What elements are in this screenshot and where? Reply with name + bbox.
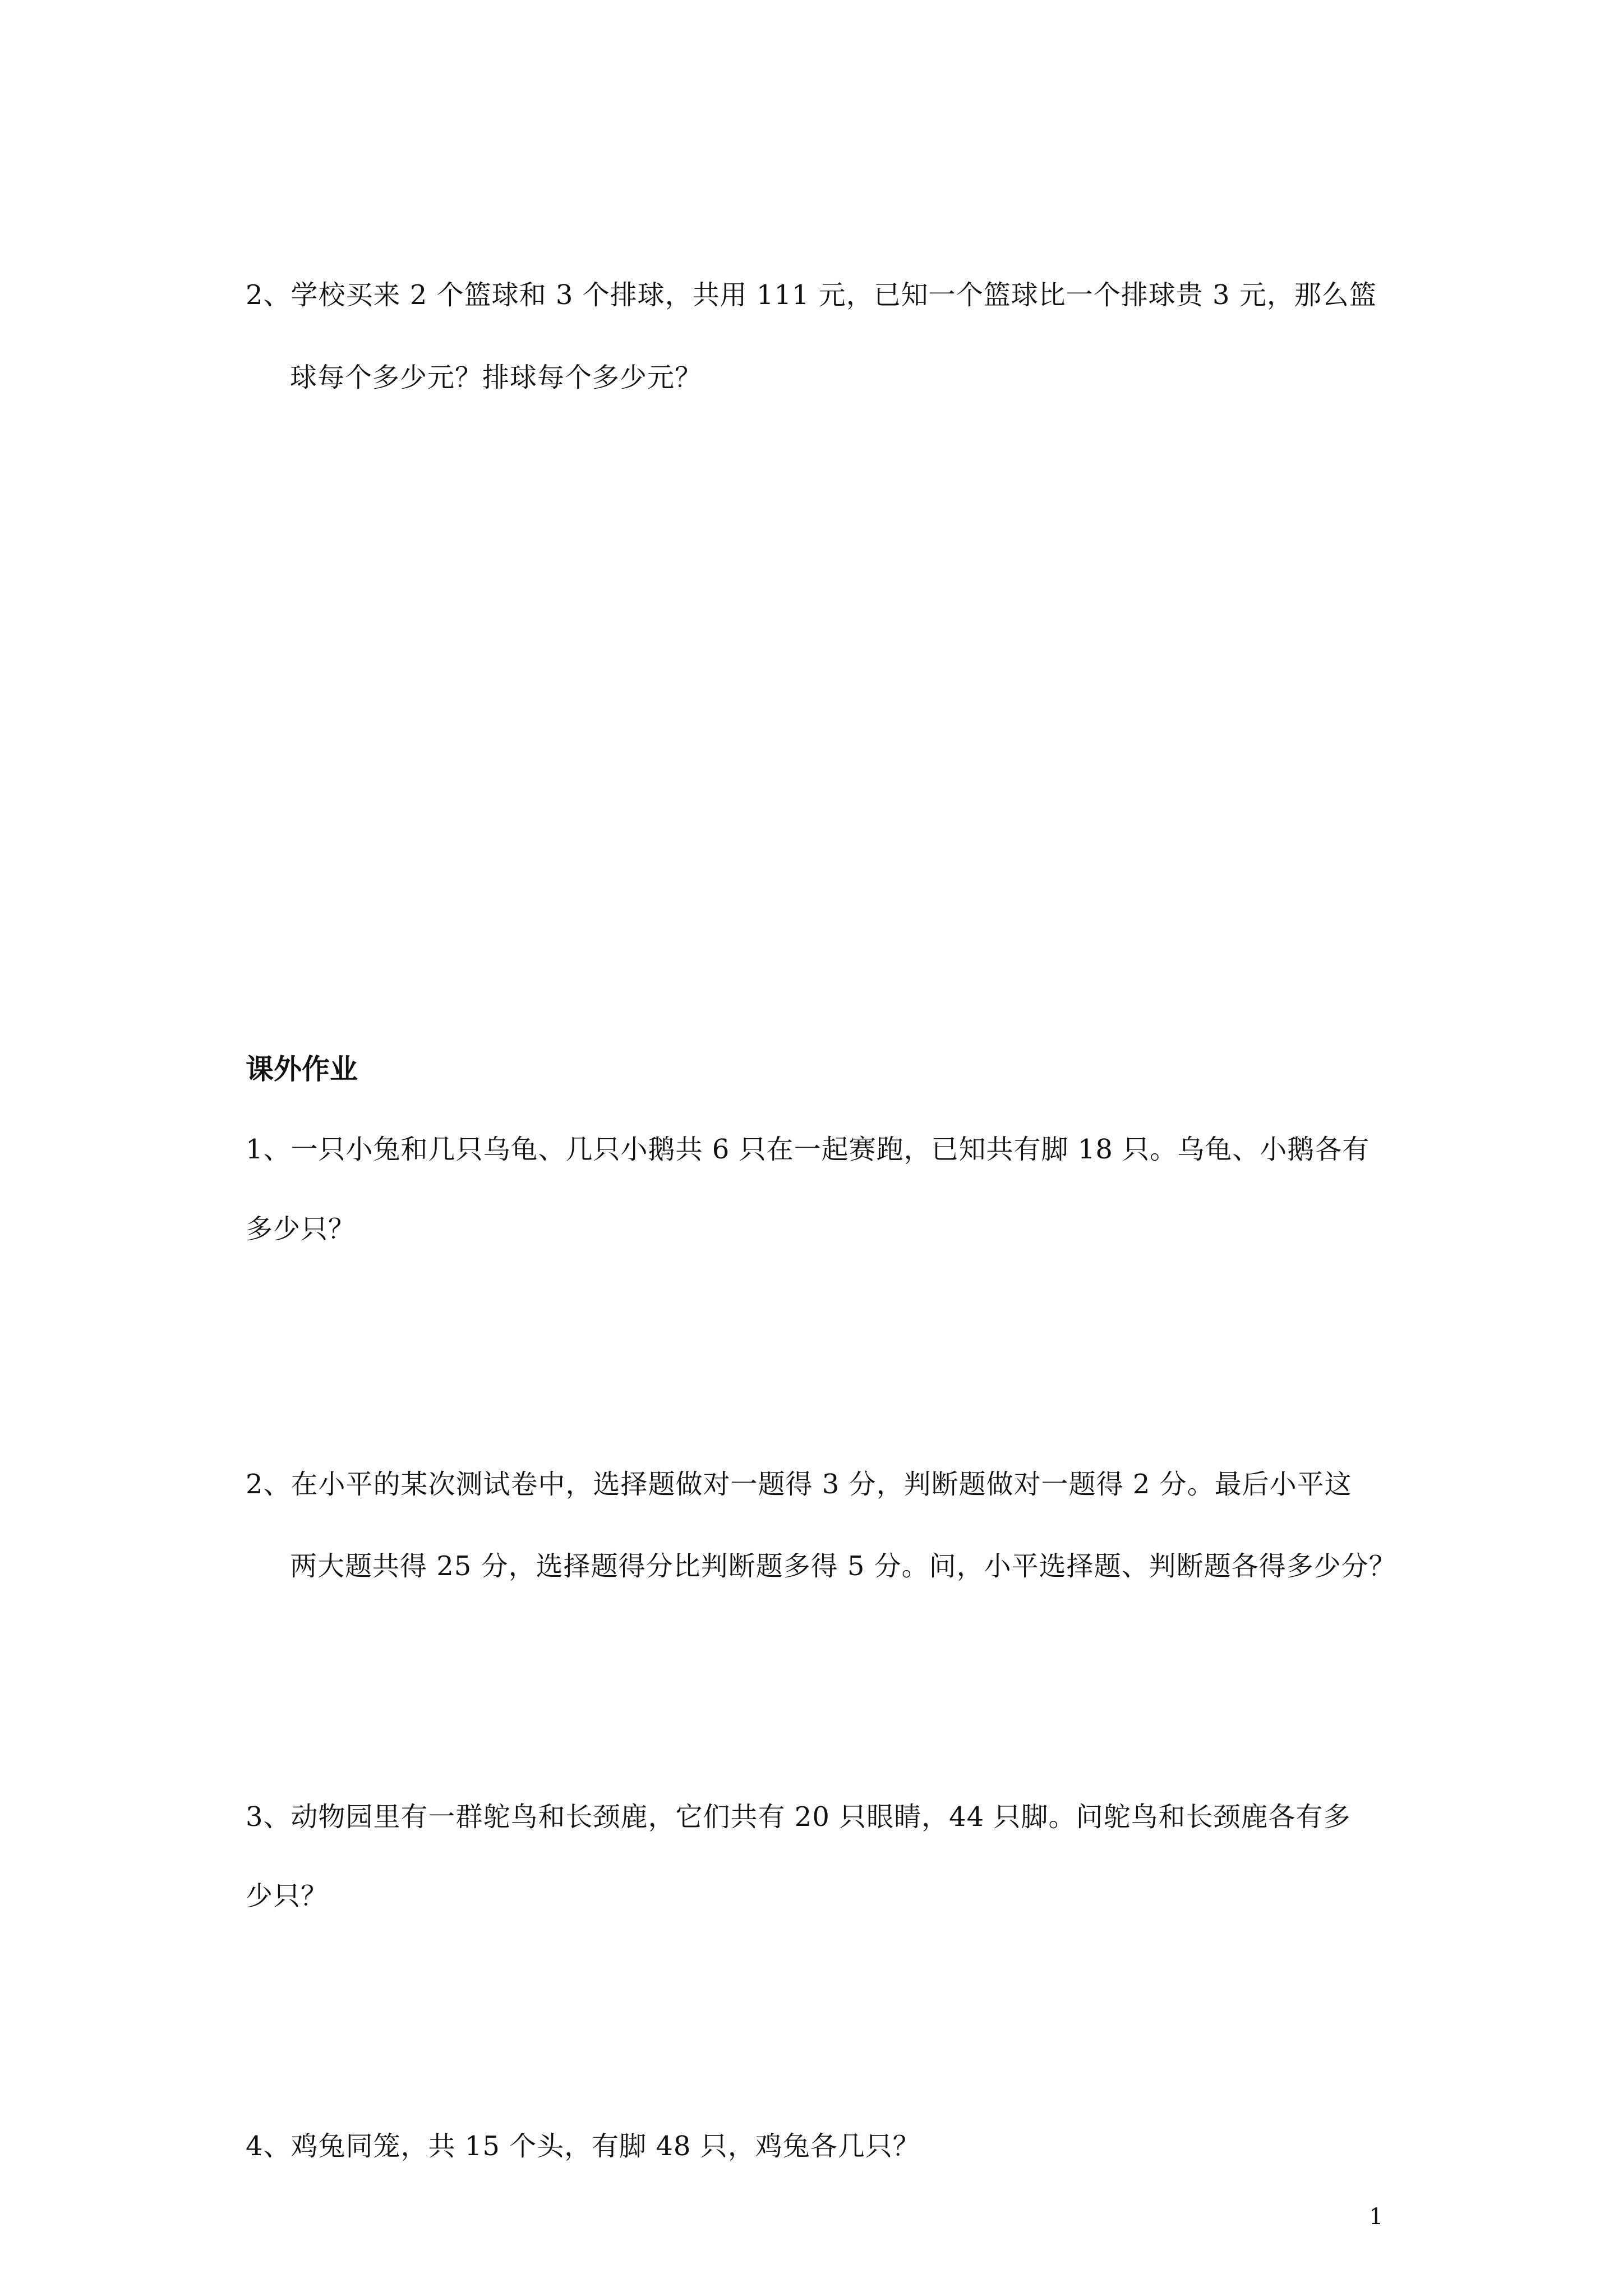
homework-problem-2-line-2: 两大题共得 25 分，选择题得分比判断题多得 5 分。问，小平选择题、判断题各得多少分？ [290, 1550, 1396, 1582]
homework-problem-1-line-2: 多少只？ [246, 1213, 356, 1245]
problem-2-line-2: 球每个多少元？排球每个多少元？ [290, 362, 703, 393]
homework-problem-2-line-1: 2、在小平的某次测试卷中，选择题做对一题得 3 分，判断题做对一题得 2 分。最后小平这 [246, 1469, 1352, 1500]
homework-heading: 课外作业 [246, 1053, 358, 1085]
homework-problem-1-line-1: 1、一只小兔和几只乌龟、几只小鹅共 6 只在一起赛跑，已知共有脚 18 只。乌龟、小鹅各有 [246, 1134, 1370, 1165]
homework-problem-4-line-1: 4、鸡兔同笼，共 15 个头，有脚 48 只，鸡兔各几只？ [246, 2131, 920, 2162]
problem-2-line-1: 2、学校买来 2 个篮球和 3 个排球，共用 111 元，已知一个篮球比一个排球贵 3 元，那么篮 [246, 279, 1377, 311]
page-number: 1 [1369, 2204, 1384, 2230]
homework-problem-3-line-2: 少只？ [246, 1880, 329, 1912]
homework-problem-3-line-1: 3、动物园里有一群鸵鸟和长颈鹿，它们共有 20 只眼睛，44 只脚。问鸵鸟和长颈鹿各有多 [246, 1801, 1351, 1833]
